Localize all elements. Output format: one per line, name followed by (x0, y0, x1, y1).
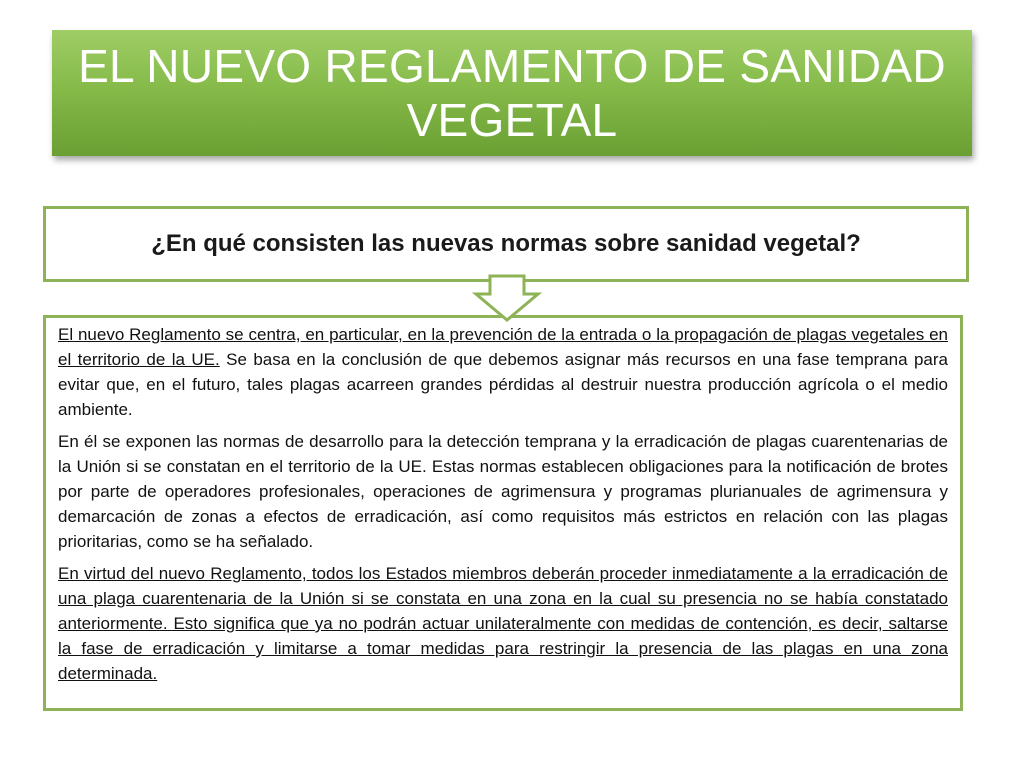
page-title (68, 39, 956, 147)
question-text: ¿En qué consisten las nuevas normas sobre sanidad vegetal? (151, 230, 861, 257)
paragraph-3: En virtud del nuevo Reglamento, todos los Estados miembros deberán proceder inmediatamente a la erradicación de una plaga cuarentenaria de la Unión si se constata en una zona en la cual su presencia no se había constatado anteriormente. Esto significa que ya no podrán actuar unilateralmente con medidas de contención, es decir, saltarse la fase de erradicación y limitarse a tomar medidas para restringir la presencia de las plagas en una zona determinada. (58, 564, 948, 683)
paragraph-1-rest: Se basa en la conclusión de que debemos asignar más recursos en una fase temprana para evitar que, en el futuro, tales plagas acarreen grandes pérdidas al destruir nuestra producción agrícola o el medio ambiente. (58, 350, 948, 419)
question-box (43, 206, 969, 282)
content-box (43, 315, 963, 711)
paragraph-1 (58, 322, 948, 422)
title-banner (52, 30, 972, 156)
down-arrow-icon (472, 274, 542, 324)
title-line-2: VEGETAL (406, 94, 618, 146)
paragraph-1-underlined: El nuevo Reglamento se centra, en particular, en la prevención de la entrada o la propagación de plagas vegetales en el territorio de la UE. (58, 325, 948, 369)
paragraph-2: En él se exponen las normas de desarrollo para la detección temprana y la erradicación de plagas cuarentenarias de la Unión si se constatan en el territorio de la UE. Estas normas establecen obligaciones para la notificación de brotes por parte de operadores profesionales, operaciones de agrimensura y programas plurianuales de agrimensura y demarcación de zonas a efectos de erradicación, así como requisitos más estrictos en relación con las plagas prioritarias, como se ha señalado. (58, 432, 948, 551)
title-line-1: EL NUEVO REGLAMENTO DE SANIDAD (78, 40, 946, 92)
